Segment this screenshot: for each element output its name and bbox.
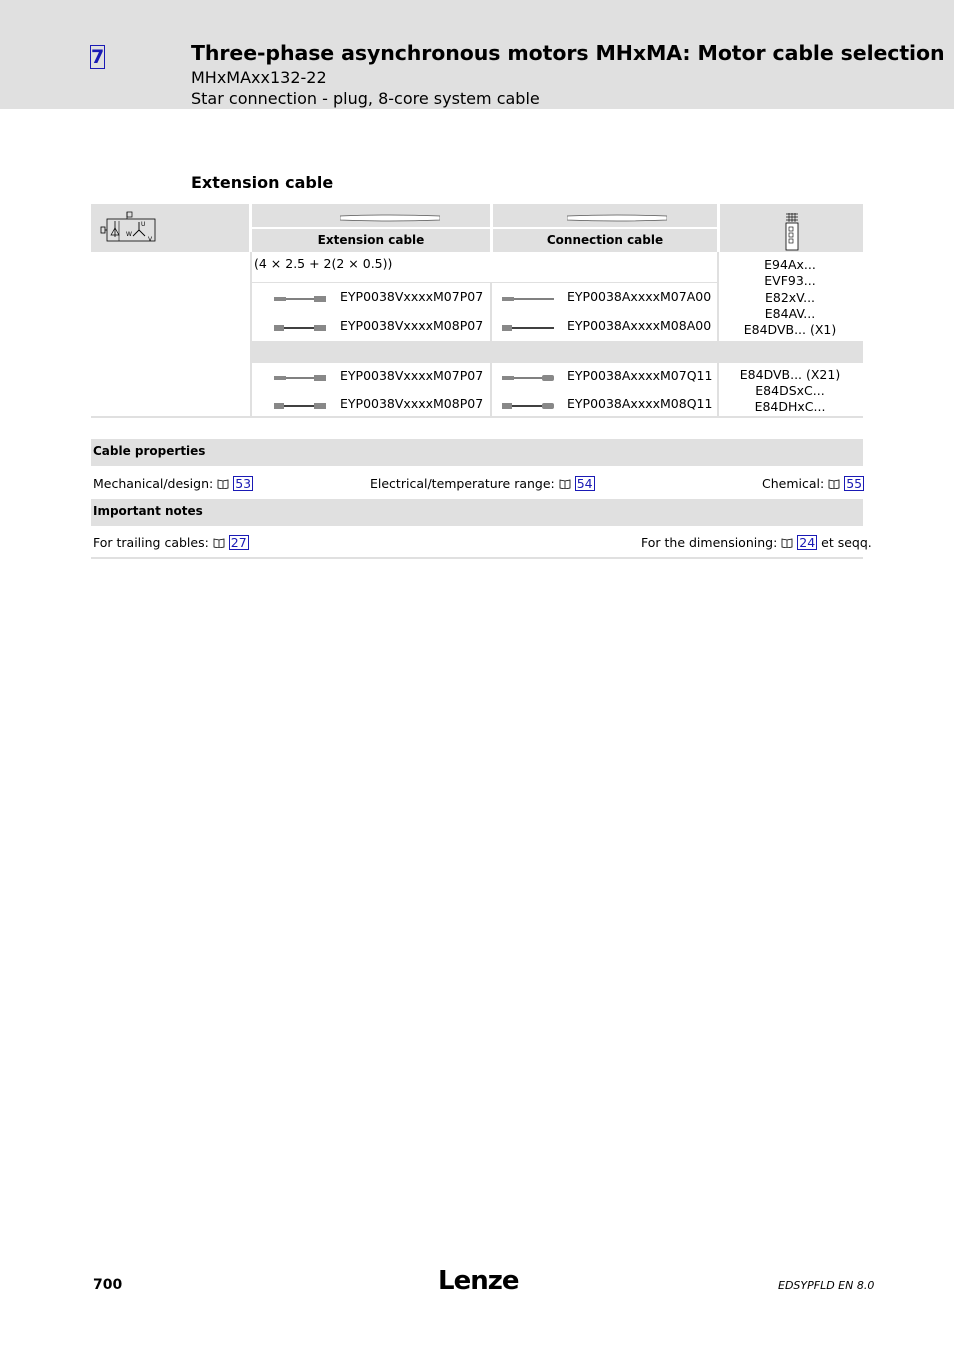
trailing-ref: [93, 535, 249, 550]
drive-item: E84AV...: [764, 305, 816, 321]
cable-properties-heading: Cable properties: [93, 444, 206, 458]
extension-cable-icon: [274, 374, 328, 382]
chemical-page-link[interactable]: 55: [846, 476, 863, 491]
motor-header-cell: [91, 204, 249, 252]
extension-part-number: EYP0038VxxxxM07P07: [340, 289, 484, 304]
mechanical-page-link[interactable]: 53: [235, 476, 252, 491]
svg-text:V: V: [148, 236, 153, 243]
page-title: Three-phase asynchronous motors MHxMA: Motor cable selection: [191, 41, 945, 65]
cable-icon: [567, 214, 667, 222]
drive-header-cell: [720, 204, 863, 252]
section-title: Extension cable: [191, 173, 334, 192]
extension-part-number: EYP0038VxxxxM08P07: [340, 396, 484, 411]
important-notes-heading: Important notes: [93, 504, 203, 518]
drive-item: E84DVB... (X21): [739, 367, 841, 382]
important-notes-header: [91, 499, 863, 526]
extension-part-number: EYP0038VxxxxM08P07: [340, 318, 484, 333]
drive-item: E84DSxC...: [755, 383, 825, 398]
mechanical-ref: [93, 476, 253, 491]
drive-list-2: [720, 367, 860, 415]
drive-item: E94Ax...: [764, 257, 816, 272]
extension-cable-icon: [274, 295, 328, 303]
book-icon: [217, 479, 229, 489]
connection-part-number: EYP0038AxxxxM08A00: [567, 318, 712, 333]
chemical-label: Chemical:: [762, 476, 825, 491]
drive-controller-icon: [784, 213, 800, 251]
page-number: 700: [93, 1277, 123, 1293]
extension-cable-icon-cell: [252, 204, 490, 227]
trailing-label: For trailing cables:: [93, 535, 209, 550]
drive-list-1: [720, 257, 860, 338]
drive-item: E84DVB... (X1): [743, 322, 837, 338]
book-icon: [559, 479, 571, 489]
drive-item: E84DHxC...: [754, 399, 826, 414]
cable-spec: (4 × 2.5 + 2(2 × 0.5)): [254, 256, 393, 271]
extension-part-number: EYP0038VxxxxM07P07: [340, 368, 484, 383]
dimensioning-suffix: et seqq.: [821, 535, 872, 550]
svg-text:W: W: [126, 231, 132, 238]
connection-cable-icon: [502, 374, 556, 382]
mechanical-label: Mechanical/design:: [93, 476, 214, 491]
extension-cable-icon: [274, 402, 328, 410]
document-id: EDSYPFLD EN 8.0: [778, 1279, 875, 1292]
book-icon: [781, 538, 793, 548]
connection-part-number: EYP0038AxxxxM08Q11: [567, 396, 713, 411]
connection-cable-icon: [502, 295, 556, 303]
trailing-page-link[interactable]: 27: [230, 535, 247, 550]
connection-cable-icon: [502, 402, 556, 410]
page-subtitle-connection: Star connection - plug, 8-core system cable: [191, 89, 540, 108]
extension-cable-icon: [274, 324, 328, 332]
book-icon: [828, 479, 840, 489]
connection-cable-icon-cell: [493, 204, 717, 227]
drive-item: E82xV...: [764, 289, 816, 305]
cable-properties-header: [91, 439, 863, 466]
group-separator: [252, 341, 863, 363]
electrical-ref: [370, 476, 595, 491]
connection-cable-header: Connection cable: [493, 229, 717, 252]
page-subtitle-model: MHxMAxx132-22: [191, 68, 327, 87]
dimensioning-ref: [641, 535, 872, 550]
connection-cable-icon: [502, 324, 556, 332]
lenze-logo: Lenze: [438, 1266, 519, 1296]
svg-text:U: U: [141, 221, 146, 228]
chapter-number-link[interactable]: 7: [91, 46, 105, 68]
electrical-label: Electrical/temperature range:: [370, 476, 555, 491]
dimensioning-page-link[interactable]: 24: [799, 535, 816, 550]
chemical-ref: [762, 476, 864, 491]
book-icon: [213, 538, 225, 548]
connection-part-number: EYP0038AxxxxM07Q11: [567, 368, 713, 383]
extension-cable-header: Extension cable: [252, 229, 490, 252]
cable-icon: [340, 214, 440, 222]
motor-star-icon: [99, 211, 157, 245]
drive-item: EVF93...: [764, 273, 816, 289]
dimensioning-label: For the dimensioning:: [641, 535, 778, 550]
electrical-page-link[interactable]: 54: [576, 476, 593, 491]
connection-part-number: EYP0038AxxxxM07A00: [567, 289, 712, 304]
